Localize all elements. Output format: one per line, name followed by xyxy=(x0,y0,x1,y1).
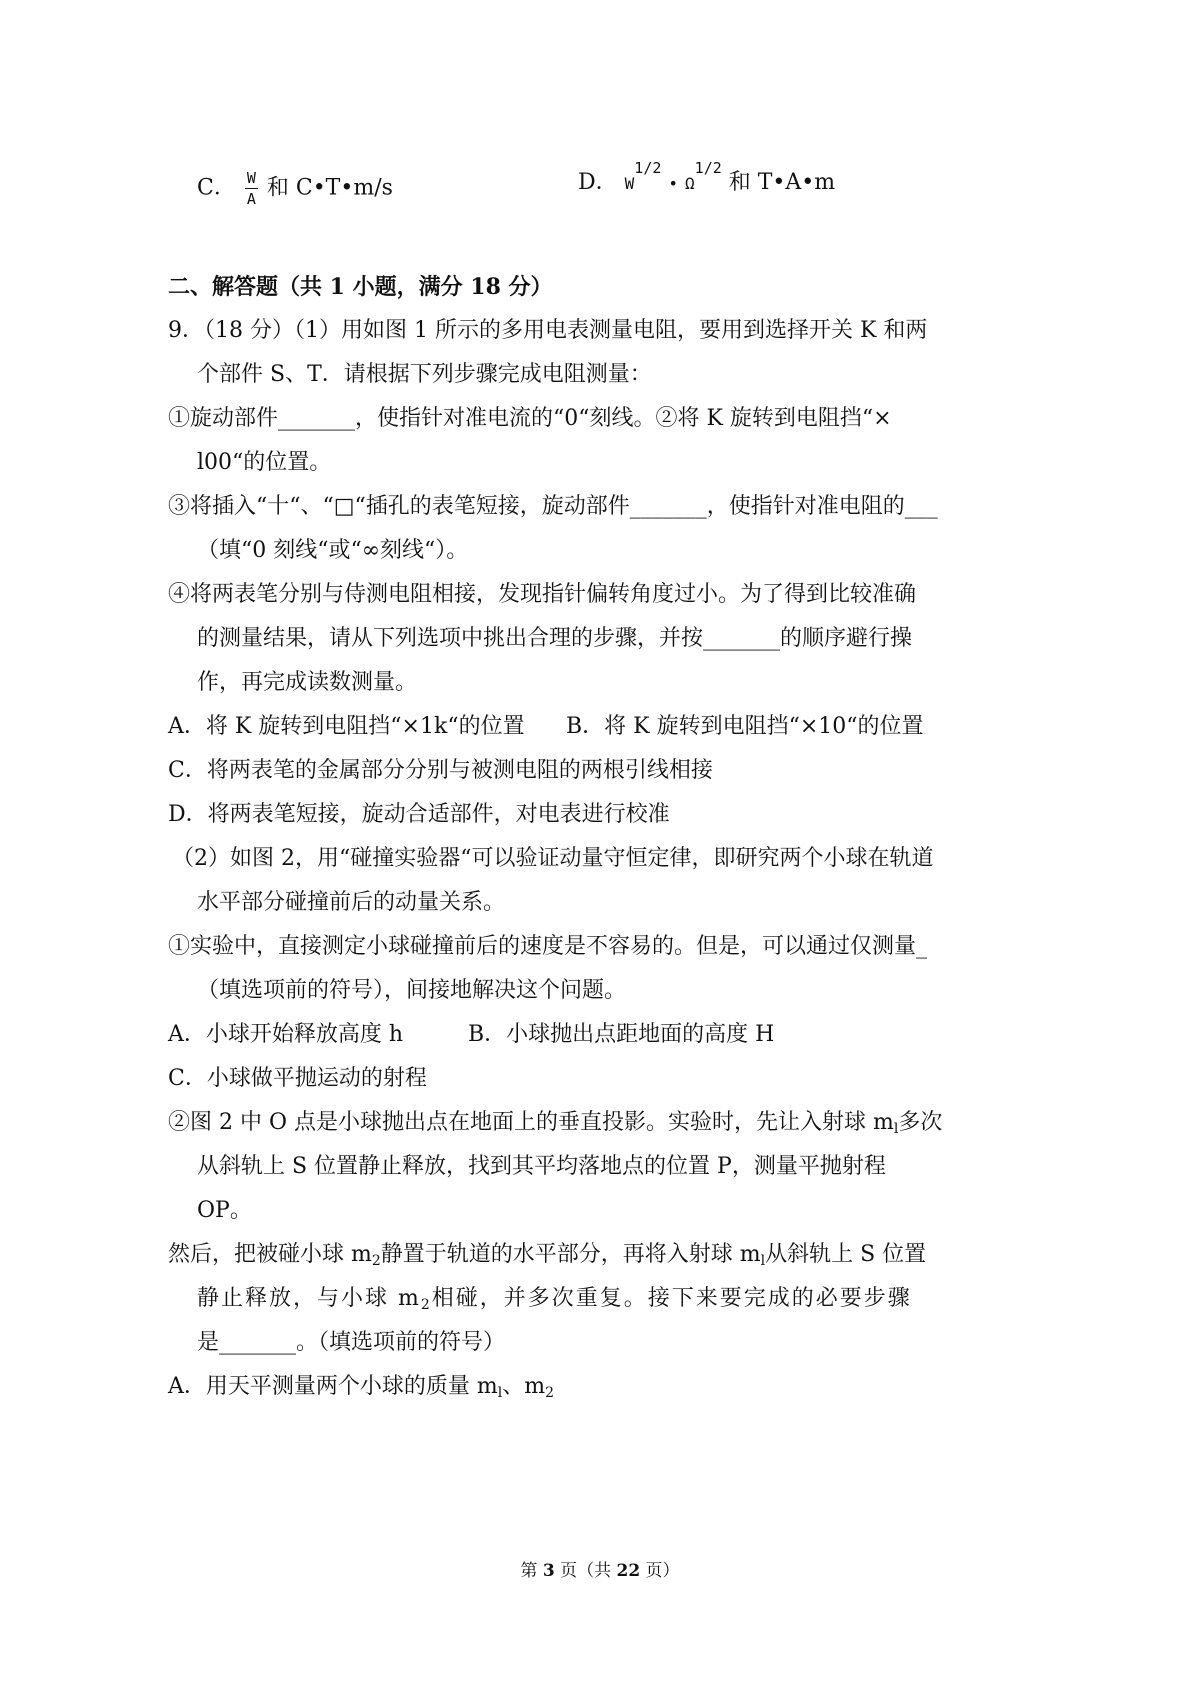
option-c-1: C．将两表笔的金属部分分别与被测电阻的两根引线相接 xyxy=(168,758,713,783)
dot-symbol: • xyxy=(668,174,679,193)
page-footer: 第 3 页（共 22 页） xyxy=(520,1561,680,1581)
exponent-2: 1/2 xyxy=(694,159,722,177)
then-line-1: 然后，把被碰小球 $m_2$静置于轨道的水平部分，再将入射球 $m_l$从斜轨上 S 位置 xyxy=(168,1242,927,1269)
option-b-1: B．将 K 旋转到电阻挡“×10“的位置 xyxy=(566,714,924,739)
fraction-denominator: A xyxy=(246,190,256,208)
step-4-line-2: 的测量结果，请从下列选项中挑出合理的步骤，并按_______的顺序避行操 xyxy=(197,626,913,651)
step-3-line-2: （填“0 刻线“或“∞刻线“）。 xyxy=(197,538,469,563)
fraction-numerator: W xyxy=(246,169,256,187)
choice-d-label: D． xyxy=(578,170,618,195)
section-heading: 二、解答题（共 1 小题，满分 18 分） xyxy=(168,274,553,300)
then-line-3: 是_______。（填选项前的符号） xyxy=(197,1330,506,1355)
option-d-1: D．将两表笔短接，旋动合适部件，对电表进行校准 xyxy=(168,802,670,827)
page-number: 3 xyxy=(542,1561,555,1581)
part2-step-1-line-1: ①实验中，直接测定小球碰撞前后的速度是不容易的。但是，可以通过仅测量_ xyxy=(168,934,928,959)
option-c-2: C．小球做平抛运动的射程 xyxy=(168,1066,427,1091)
option-b-2: B．小球抛出点距地面的高度 H xyxy=(468,1022,775,1047)
choice-d xyxy=(578,159,836,199)
choice-c-text: 和 C•T•m/s xyxy=(266,175,393,201)
part2-step-2-line-2: 从斜轨上 S 位置静止释放，找到其平均落地点的位置 P，测量平抛射程 xyxy=(197,1154,886,1179)
step-4-line-1: ④将两表笔分别与侍测电阻相接，发现指针偏转角度过小。为了得到比较准确 xyxy=(168,582,917,607)
fraction-w-over-a xyxy=(245,168,258,209)
total-pages: 22 xyxy=(616,1561,641,1581)
part2-step-1-line-2: （填选项前的符号），间接地解决这个问题。 xyxy=(197,978,627,1003)
option-a-3: A．用天平测量两个小球的质量 $m_l$、$m_2$ xyxy=(168,1374,555,1401)
symbol-omega: Ω xyxy=(685,174,695,193)
symbol-w: W xyxy=(624,174,635,193)
step-3-line-1: ③将插入“十“、“□“插孔的表笔短接，旋动部件_______，使指针对准电阻的___ xyxy=(168,494,938,519)
part-2-line-2: 水平部分碰撞前后的动量关系。 xyxy=(197,890,506,915)
then-line-2: 静止释放，与小球 $m_2$相碰，并多次重复。接下来要完成的必要步骤 xyxy=(197,1286,912,1313)
step-1-line-2: l00“的位置。 xyxy=(197,450,332,475)
choice-d-text: 和 T•A•m xyxy=(728,170,836,195)
q9-line-2: 个部件 S、T．请根据下列步骤完成电阻测量： xyxy=(197,362,652,387)
option-a-2: A．小球开始释放高度 h xyxy=(168,1022,404,1047)
part2-step-2-line-1: ②图 2 中 O 点是小球抛出点在地面上的垂直投影。实验时，先让入射球 $m_l$多次 xyxy=(168,1110,943,1137)
exponent-1: 1/2 xyxy=(634,159,662,177)
choice-c-label: C． xyxy=(197,175,236,201)
choice-c xyxy=(197,168,393,209)
part2-step-2-line-3: OP。 xyxy=(197,1198,252,1223)
step-1-line-1: ①旋动部件_______，使指针对准电流的“0“刻线。②将 K 旋转到电阻挡“× xyxy=(168,406,892,431)
step-4-line-3: 作，再完成读数测量。 xyxy=(197,670,418,695)
q9-line-1: 9．（18 分）（1）用如图 1 所示的多用电表测量电阻，要用到选择开关 K 和两 xyxy=(168,318,928,343)
option-a-1: A．将 K 旋转到电阻挡“×1k“的位置 xyxy=(168,714,525,739)
part-2-line-1: （2）如图 2，用“碰撞实验器“可以验证动量守恒定律，即研究两个小球在轨道 xyxy=(172,846,934,871)
